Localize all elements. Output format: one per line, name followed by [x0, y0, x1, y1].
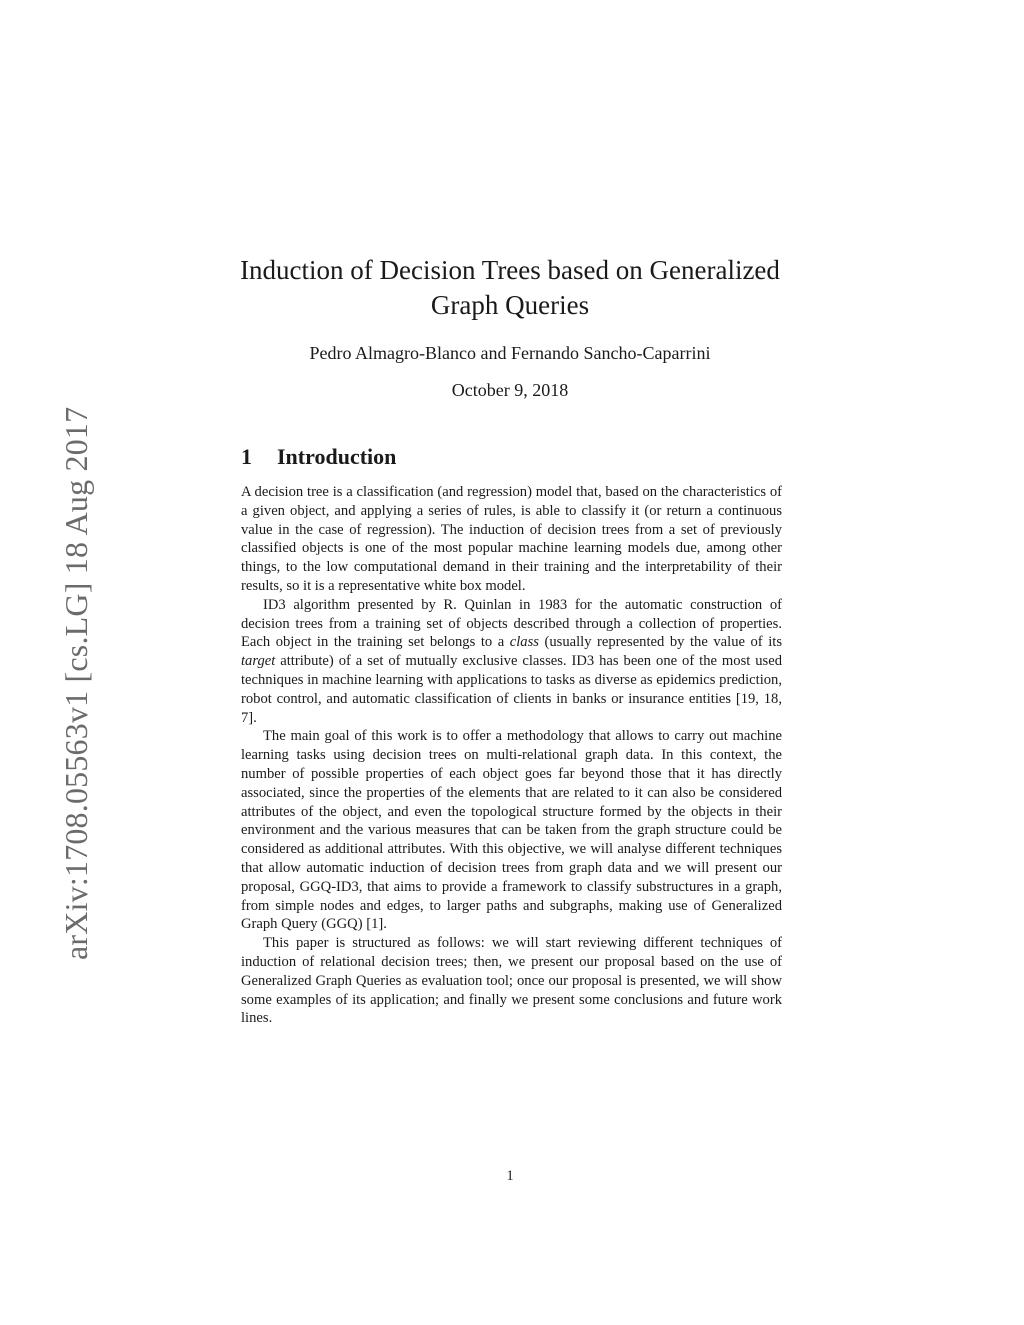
paragraph-2: [241, 596, 782, 728]
section-number: 1: [241, 444, 252, 469]
emphasis-class: class: [509, 634, 539, 651]
arxiv-identifier-text: arXiv:1708.05563v1 [cs.LG] 18 Aug 2017: [58, 406, 94, 960]
arxiv-identifier-stamp: [55, 405, 97, 960]
paper-authors: Pedro Almagro-Blanco and Fernando Sancho-Caparrini: [309, 343, 711, 363]
emphasis-target: target: [241, 653, 276, 670]
paragraph-3: The main goal of this work is to offer a methodology that allows to carry out machine learning tasks using decision trees on multi-relational graph data. In this context, the number of possible properties of each object goes far beyond those that it has directly associated, since the properties of the elements that are related to it can also be considered attributes of the object, and even the topological structure formed by the objects in their environment and the various measures that can be taken from the graph structure could be considered as additional attributes. With this objective, we will analyse different techniques that allow automatic induction of decision trees from graph data and we will present our proposal, GGQ-ID3, that aims to provide a framework to classify substructures in a graph, from simple nodes and edges, to larger paths and subgraphs, making use of Generalized Graph Query (GGQ) [1].: [241, 728, 782, 933]
paragraph-4: This paper is structured as follows: we will start reviewing different techniques of induction of relational decision trees; then, we present our proposal based on the use of Generalized Graph Queries as evaluation tool; once our proposal is presented, we will show some examples of its application; and finally we present some conclusions and future work lines.: [241, 935, 782, 1027]
introduction-body: [241, 483, 782, 1028]
page-number: 1: [506, 1168, 514, 1184]
paragraph-1: A decision tree is a classification (and regression) model that, based on the characteristics of a given object, and applying a series of rules, is able to classify it (or return a continuous value in the case of regression). The induction of decision trees from a set of previously classified objects is one of the most popular machine learning models due, among other things, to the low computational demand in their training and the interpretability of their results, so it is a representative white box model.: [241, 484, 782, 594]
section-heading-introduction: [241, 443, 396, 471]
section-title: Introduction: [277, 444, 397, 469]
paragraph-2-part-c: attribute) of a set of mutually exclusive classes. ID3 has been one of the most used techniques in machine learning with applications to tasks as diverse as epidemics prediction, robot control, and automatic classification of clients in banks or insurance entities [19, 18, 7].: [241, 653, 782, 726]
paper-date: October 9, 2018: [451, 380, 569, 400]
paragraph-2-part-a: ID3 algorithm presented by R. Quinlan in 1983 for the automatic construction of decision trees from a training set of objects described through a collection of properties. Each object in the training set belongs to a: [241, 596, 782, 651]
paper-title: Induction of Decision Trees based on Generalized Graph Queries: [240, 255, 780, 320]
paragraph-2-part-b: (usually represented by the value of its: [538, 634, 783, 651]
